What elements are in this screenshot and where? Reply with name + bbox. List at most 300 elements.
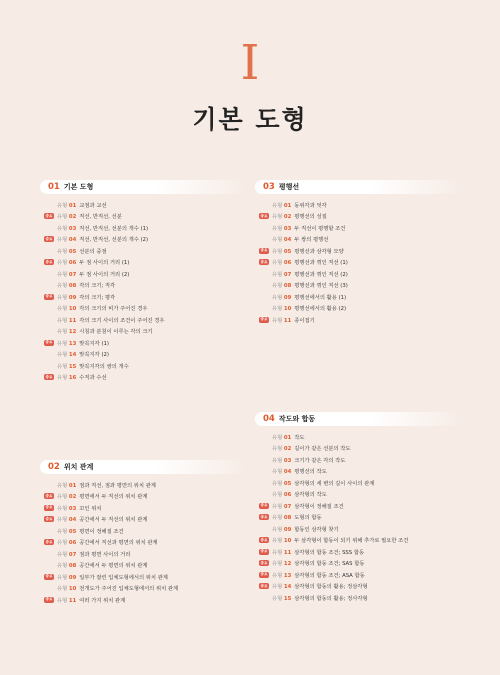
type-number: 11 [283, 317, 292, 324]
type-prefix: 유형 [57, 540, 68, 547]
type-prefix: 유형 [57, 494, 68, 501]
type-number: 02 [68, 494, 77, 501]
type-list-item [40, 502, 250, 514]
type-code [57, 224, 76, 232]
important-badge: 중요 [260, 583, 268, 588]
type-list-item [40, 199, 250, 211]
type-list [40, 479, 250, 606]
type-prefix: 유형 [272, 584, 283, 591]
type-number: 03 [283, 225, 292, 232]
type-label: 크기가 같은 각의 작도 [294, 457, 346, 464]
type-number: 01 [68, 482, 77, 489]
type-code [57, 270, 76, 278]
type-label: 평행선과 삼각형 모양 [294, 248, 344, 255]
type-prefix: 유형 [57, 597, 68, 604]
type-label: 종이접기 [294, 317, 315, 324]
chapter-title: 기본 도형 [192, 105, 308, 134]
type-code [272, 536, 291, 544]
important-badge: 중요 [260, 537, 268, 542]
type-prefix: 유형 [272, 595, 283, 602]
type-code [272, 559, 291, 567]
type-label: 평행선에서의 활용 (1) [294, 294, 347, 301]
type-label: 삼각형의 작도 [294, 492, 327, 499]
type-number: 16 [68, 375, 77, 382]
type-list-item [40, 479, 250, 491]
badge-slot [40, 294, 54, 300]
badge-slot [40, 213, 54, 219]
type-list-item [40, 537, 250, 549]
type-code [272, 212, 291, 220]
type-prefix: 유형 [272, 538, 283, 545]
type-code [57, 339, 76, 347]
section-basic-figures [40, 180, 250, 383]
type-list-item [255, 569, 465, 581]
section-number: 04 [263, 414, 275, 424]
type-code [272, 235, 291, 243]
type-code [57, 327, 76, 335]
section-construction-congruence [255, 412, 465, 604]
type-label: 삼각형의 합동의 활용; 정사각형 [294, 595, 368, 602]
type-code [272, 502, 291, 510]
type-code [57, 504, 76, 512]
type-label: 선분의 중점 [79, 248, 107, 255]
type-prefix: 유형 [272, 260, 283, 267]
type-list-item [255, 211, 465, 223]
important-badge: 중요 [260, 514, 268, 519]
type-code [57, 247, 76, 255]
important-badge: 중요 [45, 236, 53, 241]
type-list-item [40, 491, 250, 503]
type-label: 공간에서 직선과 평면의 위치 관계 [79, 540, 158, 547]
type-label: 직선, 반직선, 선분 [79, 214, 122, 221]
type-code [57, 304, 76, 312]
type-list-item [255, 512, 465, 524]
type-label: 교점과 교선 [79, 202, 107, 209]
badge-slot [40, 236, 54, 242]
type-label: 공간에서 두 직선의 위치 관계 [79, 517, 148, 524]
type-list-item [255, 291, 465, 303]
type-number: 10 [68, 306, 77, 313]
type-prefix: 유형 [272, 214, 283, 221]
badge-slot [40, 505, 54, 511]
type-code [57, 481, 76, 489]
chapter-numeral: I [240, 35, 260, 91]
important-badge: 중요 [260, 549, 268, 554]
badge-slot [40, 340, 54, 346]
type-code [57, 316, 76, 324]
type-code [272, 247, 291, 255]
type-list-item [40, 349, 250, 361]
type-list-item [40, 257, 250, 269]
type-label: 직선, 반직선, 선분의 개수 (1) [79, 225, 149, 232]
type-label: 평면이 정해질 조건 [79, 528, 124, 535]
type-number: 05 [68, 528, 77, 535]
type-list-item [255, 280, 465, 292]
type-number: 10 [68, 586, 77, 593]
section-header [255, 180, 465, 194]
type-prefix: 유형 [272, 202, 283, 209]
type-prefix: 유형 [57, 574, 68, 581]
type-number: 02 [68, 214, 77, 221]
badge-slot [255, 514, 269, 520]
type-label: 점과 평면 사이의 거리 [79, 551, 131, 558]
type-list-item [255, 199, 465, 211]
important-badge: 중요 [260, 317, 268, 322]
type-prefix: 유형 [57, 283, 68, 290]
type-label: 동위각과 엇각 [294, 202, 327, 209]
type-number: 11 [283, 549, 292, 556]
type-prefix: 유형 [272, 294, 283, 301]
type-code [272, 513, 291, 521]
type-prefix: 유형 [272, 306, 283, 313]
badge-slot [255, 549, 269, 555]
important-badge: 중요 [45, 516, 53, 521]
section-header [40, 180, 250, 194]
type-prefix: 유형 [272, 503, 283, 510]
type-list-item [255, 431, 465, 443]
type-number: 06 [283, 492, 292, 499]
type-label: 공간에서 두 평면의 위치 관계 [79, 563, 148, 570]
type-number: 05 [283, 480, 292, 487]
type-list-item [40, 234, 250, 246]
type-code [272, 479, 291, 487]
type-label: 합동인 삼각형 찾기 [294, 526, 339, 533]
type-code [57, 350, 76, 358]
type-code [57, 550, 76, 558]
type-list-item [40, 583, 250, 595]
type-label: 전개도가 주어진 입체도형에서의 위치 관계 [79, 586, 179, 593]
section-number: 03 [263, 182, 275, 192]
type-list-item [40, 211, 250, 223]
section-parallel-lines [255, 180, 465, 326]
type-prefix: 유형 [272, 492, 283, 499]
type-prefix: 유형 [272, 480, 283, 487]
type-label: 평면에서 두 직선의 위치 관계 [79, 494, 148, 501]
type-list-item [40, 360, 250, 372]
type-prefix: 유형 [57, 271, 68, 278]
type-number: 13 [283, 572, 292, 579]
type-prefix: 유형 [57, 248, 68, 255]
badge-slot [40, 539, 54, 545]
type-prefix: 유형 [272, 561, 283, 568]
type-number: 08 [283, 283, 292, 290]
important-badge: 중요 [260, 560, 268, 565]
section-title: 기본 도형 [63, 183, 94, 191]
section-positional-relations [40, 460, 250, 606]
type-list-item [40, 548, 250, 560]
section-title: 평행선 [278, 183, 300, 191]
type-label: 도형의 합동 [294, 515, 322, 522]
type-label: 평행선과 꺾인 직선 (2) [294, 271, 348, 278]
type-number: 05 [283, 248, 292, 255]
important-badge: 중요 [45, 597, 53, 602]
badge-slot [255, 560, 269, 566]
type-code [57, 515, 76, 523]
type-list-item [40, 525, 250, 537]
type-number: 07 [68, 271, 77, 278]
badge-slot [255, 572, 269, 578]
badge-slot [40, 516, 54, 522]
type-number: 15 [68, 363, 77, 370]
type-code [272, 304, 291, 312]
type-code [57, 212, 76, 220]
type-number: 08 [68, 283, 77, 290]
type-number: 06 [283, 260, 292, 267]
type-prefix: 유형 [272, 225, 283, 232]
important-badge: 중요 [45, 505, 53, 510]
type-number: 11 [68, 597, 77, 604]
type-label: 각의 크기; 직각 [79, 283, 116, 290]
type-prefix: 유형 [57, 294, 68, 301]
important-badge: 중요 [45, 259, 53, 264]
type-number: 07 [283, 503, 292, 510]
type-prefix: 유형 [57, 375, 68, 382]
type-list-item [255, 466, 465, 478]
type-code [57, 362, 76, 370]
type-number: 09 [283, 526, 292, 533]
type-prefix: 유형 [57, 586, 68, 593]
badge-slot [255, 537, 269, 543]
type-label: 삼각형이 정해질 조건 [294, 503, 344, 510]
type-prefix: 유형 [272, 515, 283, 522]
type-list-item [40, 571, 250, 583]
type-label: 맞꼭지각 (1) [79, 340, 109, 347]
type-label: 두 점 사이의 거리 (2) [79, 271, 130, 278]
type-list [40, 199, 250, 383]
type-code [57, 258, 76, 266]
type-code [272, 525, 291, 533]
type-prefix: 유형 [272, 434, 283, 441]
type-list-item [255, 257, 465, 269]
type-label: 두 직선이 평행할 조건 [294, 225, 346, 232]
type-number: 15 [283, 595, 292, 602]
type-prefix: 유형 [57, 363, 68, 370]
type-list-item [255, 477, 465, 489]
type-list-item [40, 280, 250, 292]
type-label: 시침과 분침이 이루는 각의 크기 [79, 329, 153, 336]
type-code [272, 594, 291, 602]
section-header [40, 460, 250, 474]
type-label: 평행선의 작도 [294, 469, 327, 476]
type-label: 수직과 수선 [79, 375, 107, 382]
type-number: 01 [283, 434, 292, 441]
type-list-item [255, 592, 465, 604]
type-code [57, 201, 76, 209]
important-badge: 중요 [45, 294, 53, 299]
type-label: 두 쌍의 평행선 [294, 237, 329, 244]
important-badge: 중요 [45, 539, 53, 544]
type-code [57, 538, 76, 546]
type-code [272, 582, 291, 590]
section-title: 작도와 합동 [278, 415, 316, 423]
type-code [57, 373, 76, 381]
type-list-item [255, 234, 465, 246]
type-prefix: 유형 [272, 457, 283, 464]
type-label: 평행선과 꺾인 직선 (1) [294, 260, 348, 267]
important-badge: 중요 [260, 213, 268, 218]
type-prefix: 유형 [272, 271, 283, 278]
type-prefix: 유형 [57, 563, 68, 570]
type-list-item [255, 581, 465, 593]
important-badge: 중요 [260, 259, 268, 264]
type-label: 두 점 사이의 거리 (1) [79, 260, 130, 267]
type-label: 일부가 잘린 입체도형에서의 위치 관계 [79, 574, 168, 581]
badge-slot [255, 213, 269, 219]
important-badge: 중요 [45, 493, 53, 498]
type-code [57, 527, 76, 535]
type-label: 각의 크기 사이의 조건이 주어진 경우 [79, 317, 165, 324]
type-prefix: 유형 [57, 482, 68, 489]
type-list-item [40, 372, 250, 384]
type-number: 05 [68, 248, 77, 255]
important-badge: 중요 [45, 574, 53, 579]
important-badge: 중요 [260, 572, 268, 577]
type-list-item [255, 222, 465, 234]
type-prefix: 유형 [272, 248, 283, 255]
type-prefix: 유형 [57, 551, 68, 558]
type-number: 08 [68, 563, 77, 570]
type-number: 01 [68, 202, 77, 209]
badge-slot [40, 493, 54, 499]
type-number: 04 [68, 517, 77, 524]
badge-slot [255, 503, 269, 509]
type-prefix: 유형 [57, 237, 68, 244]
badge-slot [40, 259, 54, 265]
important-badge: 중요 [260, 503, 268, 508]
type-list [255, 431, 465, 604]
type-number: 01 [283, 202, 292, 209]
type-number: 09 [68, 574, 77, 581]
type-list-item [40, 326, 250, 338]
type-number: 03 [68, 225, 77, 232]
badge-slot [40, 597, 54, 603]
type-number: 10 [283, 306, 292, 313]
type-list-item [40, 314, 250, 326]
type-list-item [255, 546, 465, 558]
type-prefix: 유형 [272, 469, 283, 476]
type-prefix: 유형 [272, 572, 283, 579]
type-code [272, 224, 291, 232]
type-label: 평행선과 꺾인 직선 (3) [294, 283, 348, 290]
type-prefix: 유형 [272, 283, 283, 290]
type-label: 삼각형의 세 변의 길이 사이의 관계 [294, 480, 375, 487]
type-code [57, 561, 76, 569]
type-number: 04 [283, 237, 292, 244]
type-number: 03 [68, 505, 77, 512]
type-prefix: 유형 [272, 237, 283, 244]
important-badge: 중요 [45, 340, 53, 345]
type-list-item [255, 303, 465, 315]
type-list-item [255, 535, 465, 547]
type-number: 08 [283, 515, 292, 522]
type-code [272, 258, 291, 266]
type-label: 길이가 같은 선분의 작도 [294, 446, 351, 453]
type-prefix: 유형 [57, 505, 68, 512]
type-code [272, 433, 291, 441]
badge-slot [40, 574, 54, 580]
type-list-item [255, 558, 465, 570]
type-code [57, 235, 76, 243]
type-code [272, 293, 291, 301]
type-prefix: 유형 [57, 214, 68, 221]
type-list-item [40, 560, 250, 572]
type-number: 07 [68, 551, 77, 558]
type-label: 평행선의 성질 [294, 214, 327, 221]
important-badge: 중요 [45, 374, 53, 379]
badge-slot [255, 583, 269, 589]
type-code [57, 281, 76, 289]
type-list-item [40, 303, 250, 315]
type-list [255, 199, 465, 326]
type-code [57, 596, 76, 604]
type-list-item [40, 594, 250, 606]
type-prefix: 유형 [57, 528, 68, 535]
type-label: 여러 가지 위치 관계 [79, 597, 126, 604]
type-list-item [40, 514, 250, 526]
type-label: 맞꼭지각 (2) [79, 352, 109, 359]
type-list-item [255, 500, 465, 512]
badge-slot [40, 374, 54, 380]
badge-slot [255, 317, 269, 323]
type-code [272, 270, 291, 278]
type-label: 각의 크기의 비가 주어진 경우 [79, 306, 148, 313]
section-header [255, 412, 465, 426]
important-badge: 중요 [260, 248, 268, 253]
type-prefix: 유형 [57, 317, 68, 324]
important-badge: 중요 [45, 213, 53, 218]
type-prefix: 유형 [57, 517, 68, 524]
type-label: 삼각형의 합동 조건; SAS 합동 [294, 561, 365, 568]
type-prefix: 유형 [272, 526, 283, 533]
type-number: 06 [68, 540, 77, 547]
type-list-item [255, 314, 465, 326]
type-code [272, 571, 291, 579]
type-label: 평행선에서의 활용 (2) [294, 306, 347, 313]
type-label: 각의 크기; 평각 [79, 294, 116, 301]
type-label: 작도 [294, 434, 305, 441]
type-number: 02 [283, 446, 292, 453]
type-label: 직선, 반직선, 선분의 개수 (2) [79, 237, 149, 244]
type-number: 04 [68, 237, 77, 244]
type-list-item [40, 291, 250, 303]
type-number: 14 [283, 584, 292, 591]
type-number: 11 [68, 317, 77, 324]
type-code [272, 201, 291, 209]
section-number: 02 [48, 462, 60, 472]
badge-slot [255, 259, 269, 265]
type-list-item [40, 337, 250, 349]
type-number: 12 [68, 329, 77, 336]
type-list-item [255, 523, 465, 535]
section-number: 01 [48, 182, 60, 192]
type-prefix: 유형 [57, 202, 68, 209]
type-label: 삼각형의 합동의 활용; 정삼각형 [294, 584, 368, 591]
type-list-item [40, 268, 250, 280]
type-number: 09 [283, 294, 292, 301]
type-label: 점과 직선, 점과 평면의 위치 관계 [79, 482, 156, 489]
type-code [57, 584, 76, 592]
type-label: 맞꼭지각의 쌍의 개수 [79, 363, 129, 370]
type-list-item [255, 268, 465, 280]
type-code [57, 573, 76, 581]
type-code [272, 467, 291, 475]
type-code [272, 490, 291, 498]
type-number: 12 [283, 561, 292, 568]
type-number: 10 [283, 538, 292, 545]
type-label: 삼각형의 합동 조건; SSS 합동 [294, 549, 365, 556]
type-prefix: 유형 [272, 446, 283, 453]
type-prefix: 유형 [57, 225, 68, 232]
